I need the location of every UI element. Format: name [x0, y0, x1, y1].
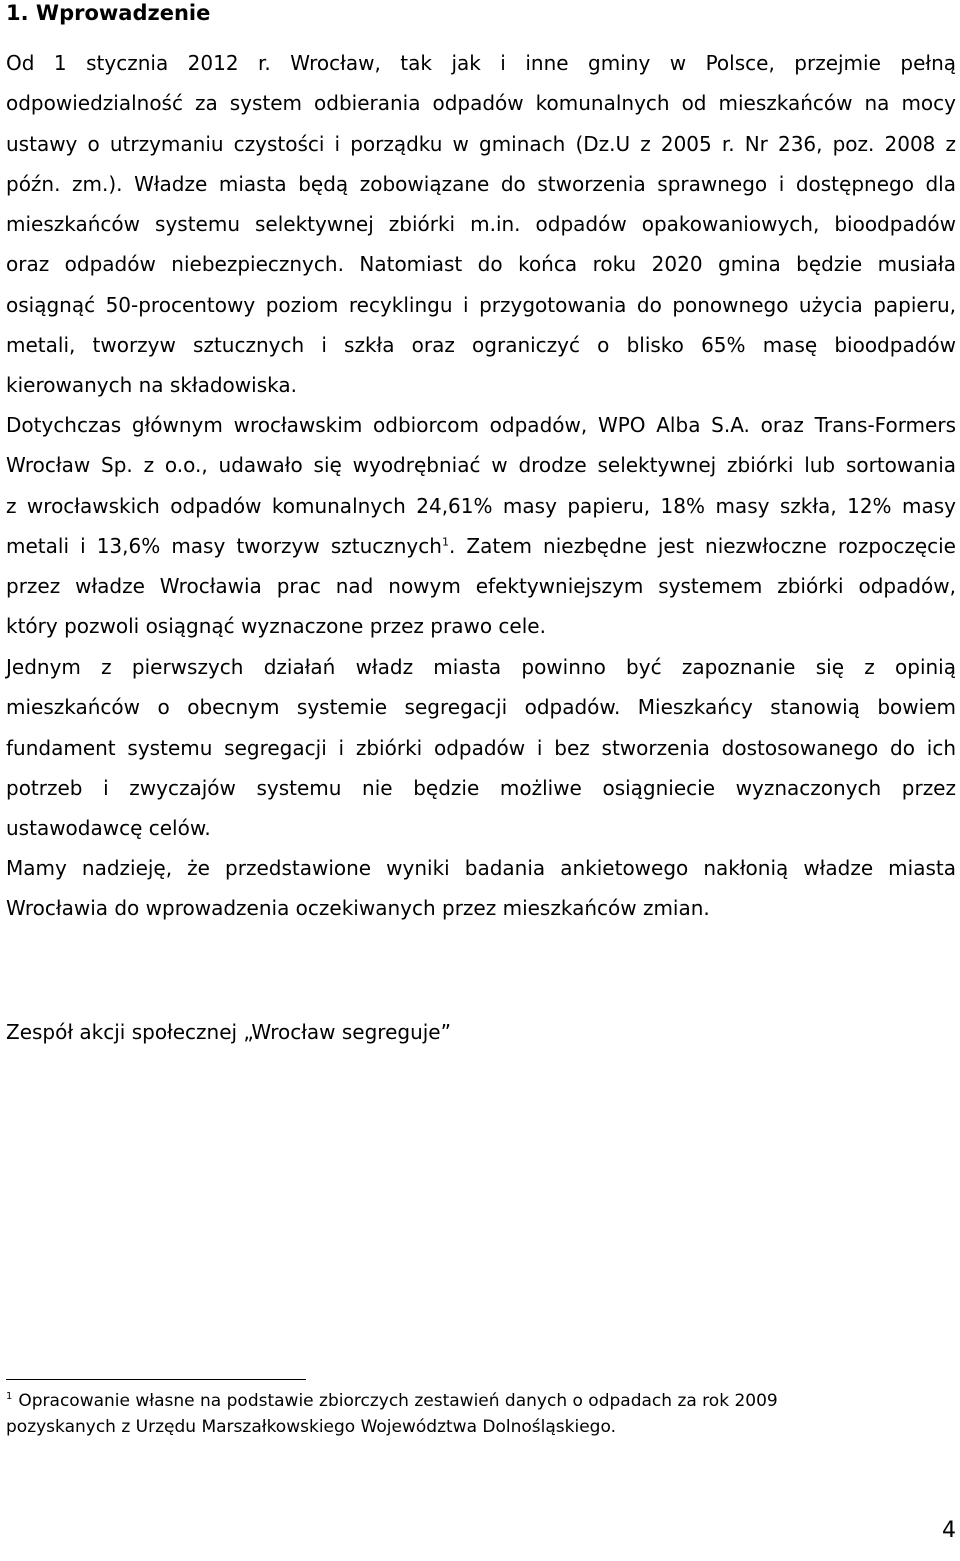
paragraph-line: z wrocławskich odpadów komunalnych 24,61% masy papieru, 18% masy szkła, 12% masy	[6, 493, 956, 518]
paragraph-line: kierowanych na składowiska.	[6, 373, 297, 398]
paragraph-line: mieszkańców systemu selektywnej zbiórki m.in. odpadów opakowaniowych, bioodpadów	[6, 212, 956, 237]
page-number: 4	[942, 1518, 956, 1543]
footnote-mark: 1	[6, 1391, 13, 1403]
paragraph-line: Jednym z pierwszych działań władz miasta powinno być zapoznanie się z opinią	[6, 655, 956, 679]
paragraph-line: który pozwoli osiągnąć wyznaczone przez prawo cele.	[6, 614, 546, 639]
footnote-divider	[6, 1379, 306, 1380]
paragraph-line: osiągnąć 50-procentowy poziom recyklingu i przygotowania do ponownego użycia papieru,	[6, 292, 956, 317]
footnote	[6, 1388, 956, 1440]
paragraph-line: oraz odpadów niebezpiecznych. Natomiast do końca roku 2020 gmina będzie musiała	[6, 252, 956, 277]
footnote-line	[6, 1388, 956, 1414]
paragraph-introduction	[6, 43, 956, 406]
paragraph-line: potrzeb i zwyczajów systemu nie będzie możliwe osiągniecie wyznaczonych przez	[6, 775, 956, 800]
paragraph-line: Dotychczas głównym wrocławskim odbiorcom odpadów, WPO Alba S.A. oraz Trans-Formers	[6, 413, 956, 437]
footnote-reference[interactable]: 1	[441, 535, 449, 549]
line-text-after-ref: . Zatem niezbędne jest niezwłoczne rozpoczęcie	[448, 533, 956, 558]
footnote-text: Opracowanie własne na podstawie zbiorczych zestawień danych o odpadach za rok 2009	[18, 1391, 778, 1411]
paragraph-hope	[6, 848, 956, 929]
paragraph-line: ustawy o utrzymaniu czystości i porządku w gminach (Dz.U z 2005 r. Nr 236, poz. 2008 z	[6, 131, 956, 156]
paragraph-line: Mamy nadzieję, że przedstawione wyniki badania ankietowego nakłonią władze miasta	[6, 856, 956, 880]
signature: Zespół akcji społecznej „Wrocław segreguje”	[6, 1020, 451, 1044]
paragraph-line: fundament systemu segregacji i zbiórki odpadów i bez stworzenia dostosowanego do ich	[6, 735, 956, 760]
paragraph-residents-opinion	[6, 647, 956, 848]
paragraph-line: ustawodawcę celów.	[6, 816, 211, 841]
paragraph-line: Wrocław Sp. z o.o., udawało się wyodrębniać w drodze selektywnej zbiórki lub sortowania	[6, 453, 956, 478]
paragraph-line: metali, tworzyw sztucznych i szkła oraz ograniczyć o blisko 65% masę bioodpadów	[6, 333, 956, 358]
line-text-before-ref: metali i 13,6% masy tworzyw sztucznych	[6, 533, 442, 558]
section-heading: 1. Wprowadzenie	[6, 1, 211, 25]
paragraph-line: przez władze Wrocławia prac nad nowym efektywniejszym systemem zbiórki odpadów,	[6, 574, 956, 599]
paragraph-line: Wrocławia do wprowadzenia oczekiwanych przez mieszkańców zmian.	[6, 896, 710, 921]
paragraph-line: późn. zm.). Władze miasta będą zobowiązane do stworzenia sprawnego i dostępnego dla	[6, 171, 956, 196]
paragraph-line: Od 1 stycznia 2012 r. Wrocław, tak jak i inne gminy w Polsce, przejmie pełną	[6, 51, 956, 75]
paragraph-line: odpowiedzialność za system odbierania odpadów komunalnych od mieszkańców na mocy	[6, 91, 956, 116]
paragraph-line: mieszkańców o obecnym systemie segregacji odpadów. Mieszkańcy stanowią bowiem	[6, 695, 956, 720]
paragraph-line-with-footnote	[6, 526, 956, 566]
footnote-line: pozyskanych z Urzędu Marszałkowskiego Województwa Dolnośląskiego.	[6, 1417, 616, 1437]
paragraph-current-collectors	[6, 405, 956, 647]
